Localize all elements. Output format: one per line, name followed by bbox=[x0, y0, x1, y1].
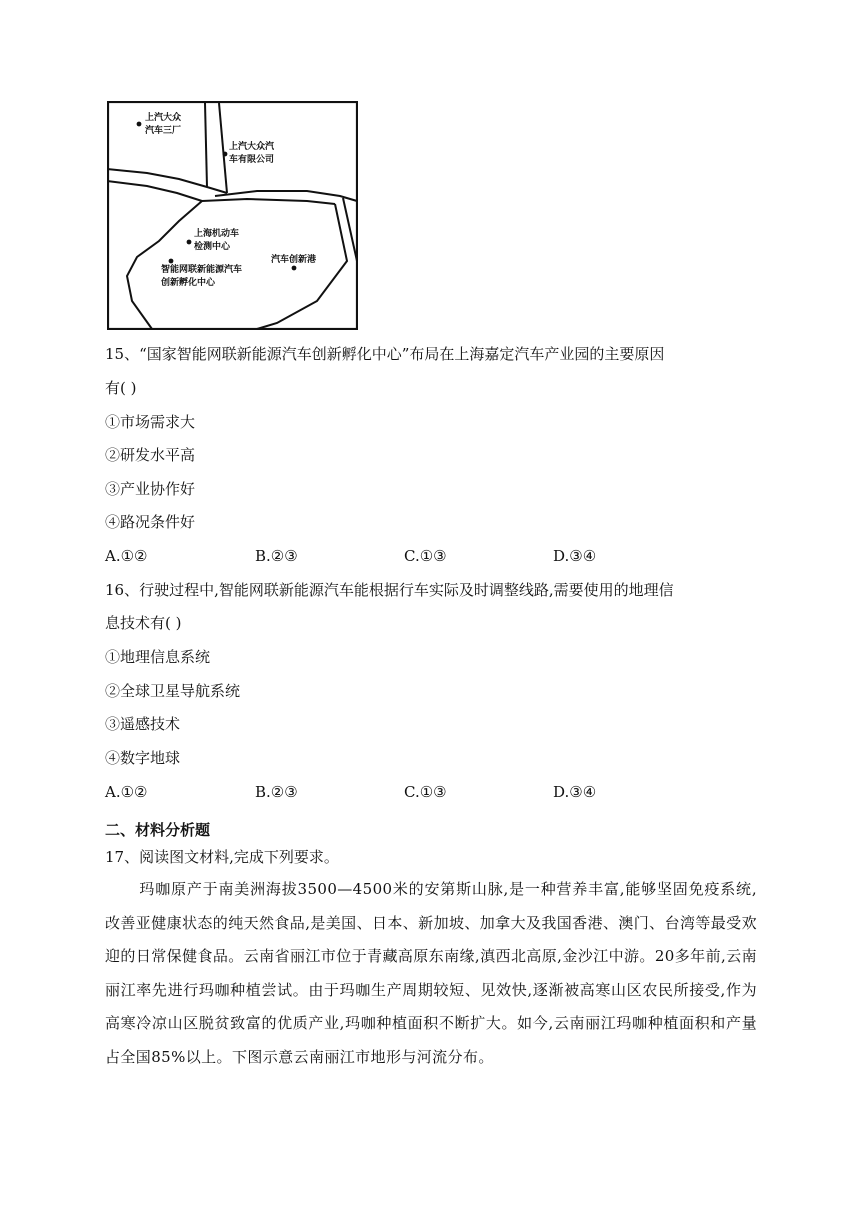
map-label-vehicle-test-center-2: 检测中心 bbox=[194, 242, 231, 252]
map-label-incubation-center-1: 智能网联新能源汽车 bbox=[161, 265, 243, 275]
map-label-vehicle-test-center-1: 上海机动车 bbox=[194, 229, 240, 239]
q16-stem-line2: 息技术有( ) bbox=[105, 614, 182, 632]
q15-item-1: ①市场需求大 bbox=[105, 413, 196, 431]
q15-item-4: ④路况条件好 bbox=[105, 513, 196, 531]
q15-option-d[interactable]: D.③④ bbox=[553, 547, 597, 565]
q15-stem-line1: 15、“国家智能网联新能源汽车创新孵化中心”布局在上海嘉定汽车产业园的主要原因 bbox=[105, 345, 665, 363]
map-label-auto-innovation-port: 汽车创新港 bbox=[271, 255, 317, 265]
q15-option-c[interactable]: C.①③ bbox=[404, 547, 447, 565]
section-heading: 二、材料分析题 bbox=[105, 821, 211, 839]
q16-option-d[interactable]: D.③④ bbox=[553, 783, 597, 801]
map-label-saic-vw-plant3-1: 上汽大众 bbox=[145, 113, 182, 123]
q16-option-b[interactable]: B.②③ bbox=[255, 783, 298, 801]
q15-item-2: ②研发水平高 bbox=[105, 446, 196, 464]
map-label-incubation-center-2: 创新孵化中心 bbox=[161, 278, 216, 288]
q16-item-1: ①地理信息系统 bbox=[105, 648, 211, 666]
q16-item-4: ④数字地球 bbox=[105, 749, 181, 767]
q16-item-2: ②全球卫星导航系统 bbox=[105, 682, 241, 700]
map-label-saic-vw-company-1: 上汽大众汽 bbox=[229, 142, 275, 152]
map-label-saic-vw-company-2: 车有限公司 bbox=[229, 155, 275, 165]
q15-option-b[interactable]: B.②③ bbox=[255, 547, 298, 565]
map-label-saic-vw-plant3-2: 汽车三厂 bbox=[145, 126, 182, 136]
q16-option-c[interactable]: C.①③ bbox=[404, 783, 447, 801]
q16-stem-line1: 16、行驶过程中,智能网联新能源汽车能根据行车实际及时调整线路,需要使用的地理信 bbox=[105, 581, 674, 599]
q16-item-3: ③遥感技术 bbox=[105, 715, 181, 733]
q15-item-3: ③产业协作好 bbox=[105, 480, 196, 498]
q17-title: 17、阅读图文材料,完成下列要求。 bbox=[105, 848, 339, 866]
q16-option-a[interactable]: A.①② bbox=[105, 783, 148, 801]
q15-stem-line2: 有( ) bbox=[105, 379, 137, 397]
q17-material-text: 玛咖原产于南美洲海拔3500—4500米的安第斯山脉,是一种营养丰富,能够坚固免疫系统,改善亚健康状态的纯天然食品,是美国、日本、新加坡、加拿大及我国香港、澳门、台湾等最受欢迎的日常保健食品。云南省丽江市位于青藏高原东南缘,滇西北高原,金沙江中游。20多年前,云南丽江率先进行玛咖种植尝试。由于玛咖生产周期较短、见效快,逐渐被高寒山区农民所接受,作为高寒冷凉山区脱贫致富的优质产业,玛咖种植面积不断扩大。如今,云南丽江玛咖种植面积和产量占全国85%以上。下图示意云南丽江市地形与河流分布。 bbox=[105, 880, 757, 1066]
q15-option-a[interactable]: A.①② bbox=[105, 547, 148, 565]
industrial-park-map bbox=[107, 101, 358, 330]
q17-material-paragraph bbox=[105, 873, 757, 1075]
